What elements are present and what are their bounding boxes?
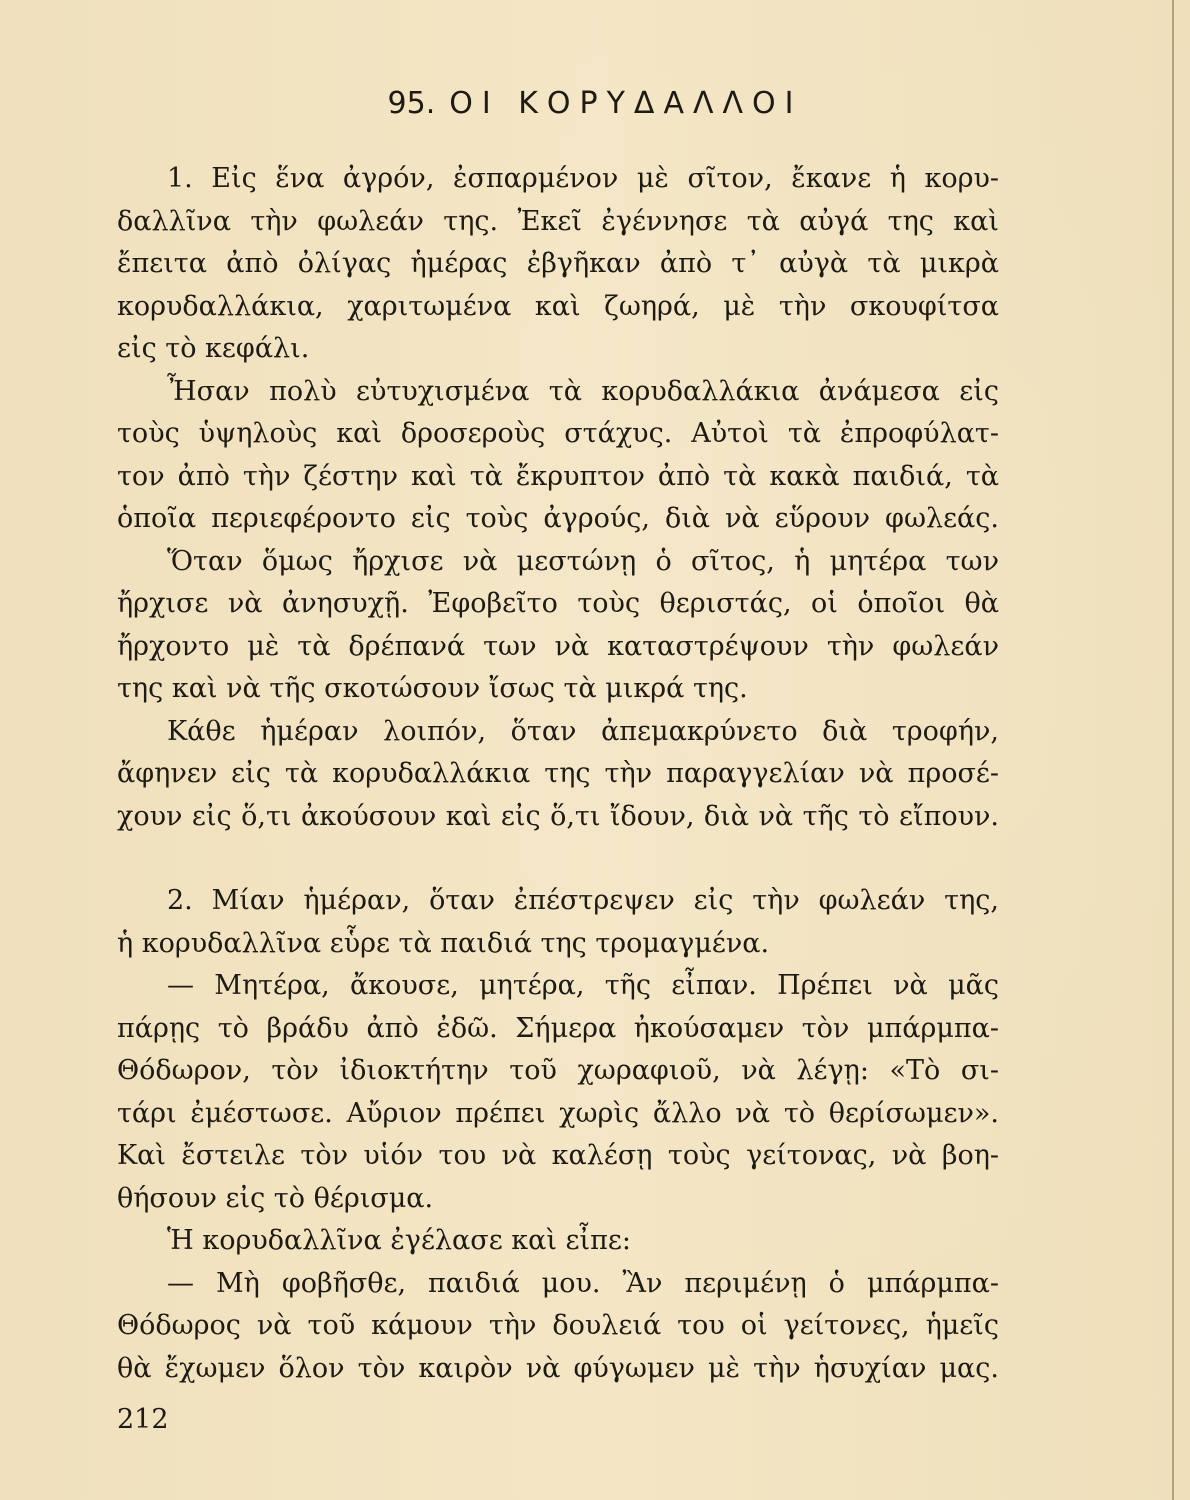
text-line: χουν εἰς ὅ,τι ἀκούσουν καὶ εἰς ὅ,τι ἴδουν, διὰ νὰ τῆς τὸ εἴπουν. <box>117 800 999 832</box>
text-line: εἰς τὸ κεφάλι. <box>117 333 310 364</box>
text-line: ἡ κορυδαλλῖνα εὗρε τὰ παιδιά της τρομαγμένα. <box>117 927 770 959</box>
text-line: Θόδωρος νὰ τοῦ κάμουν τὴν δουλειά του οἱ γείτονες, ἡμεῖς <box>117 1310 999 1341</box>
text-line: τοὺς ὑψηλοὺς καὶ δροσεροὺς στάχυς. Αὐτοὶ τὰ ἐπροφύλατ- <box>117 418 999 449</box>
text-line: θὰ ἔχωμεν ὅλον τὸν καιρὸν νὰ φύγωμεν μὲ τὴν ἡσυχίαν μας. <box>117 1352 999 1384</box>
text-line: θήσουν εἰς τὸ θέρισμα. <box>117 1182 434 1214</box>
text-line: Κάθε ἡμέραν λοιπόν, ὅταν ἀπεμακρύνετο διὰ τροφήν, <box>167 715 999 747</box>
text-line: 2. Μίαν ἡμέραν, ὅταν ἐπέστρεψεν εἰς τὴν φωλεάν της, <box>167 885 999 916</box>
text-line: ὁποῖα περιεφέροντο εἰς τοὺς ἀγρούς, διὰ νὰ εὕρουν φωλεάς. <box>117 503 999 534</box>
text-line: τάρι ἐμέστωσε. Αὔριον πρέπει χωρὶς ἄλλο νὰ τὸ θερίσωμεν». <box>117 1097 999 1129</box>
text-line: ἔπειτα ἀπὸ ὀλίγας ἡμέρας ἐβγῆκαν ἀπὸ τ᾽ αὐγὰ τὰ μικρὰ <box>117 248 999 279</box>
text-line: ἄφηνεν εἰς τὰ κορυδαλλάκια της τὴν παραγγελίαν νὰ προσέ- <box>117 758 999 789</box>
text-line: — Μὴ φοβῆσθε, παιδιά μου. Ἂν περιμένῃ ὁ μπάρμπα- <box>167 1267 999 1299</box>
section-gap <box>117 838 999 880</box>
chapter-title-text: ΟΙ ΚΟΡΥΔΑΛΛΟΙ <box>449 86 803 121</box>
text-line: Ὅταν ὅμως ἤρχισε νὰ μεστώνῃ ὁ σῖτος, ἡ μητέρα των <box>167 545 999 577</box>
text-line: πάρῃς τὸ βράδυ ἀπὸ ἐδῶ. Σήμερα ἠκούσαμεν τὸν μπάρμπα- <box>117 1012 999 1044</box>
text-line: Καὶ ἔστειλε τὸν υἱόν του νὰ καλέσῃ τοὺς γείτονας, νὰ βοη- <box>117 1140 999 1171</box>
page-edge-divider <box>1172 0 1174 1500</box>
page-number: 212 <box>117 1404 169 1435</box>
text-line: ἤρχοντο μὲ τὰ δρέπανά των νὰ καταστρέψουν τὴν φωλεάν <box>117 630 999 662</box>
text-line: κορυδαλλάκια, χαριτωμένα καὶ ζωηρά, μὲ τὴν σκουφίτσα <box>117 290 999 322</box>
text-line: τον ἀπὸ τὴν ζέστην καὶ τὰ ἔκρυπτον ἀπὸ τὰ κακὰ παιδιά, τὰ <box>117 460 999 492</box>
text-line: δαλλῖνα τὴν φωλεάν της. Ἐκεῖ ἐγέννησε τὰ αὐγά της καὶ <box>117 205 999 237</box>
text-line: Ἡ κορυδαλλῖνα ἐγέλασε καὶ εἶπε: <box>167 1225 631 1256</box>
text-line: ἤρχισε νὰ ἀνησυχῇ. Ἐφοβεῖτο τοὺς θεριστάς, οἱ ὁποῖοι θὰ <box>117 588 999 619</box>
text-line: — Μητέρα, ἄκουσε, μητέρα, τῆς εἶπαν. Πρέπει νὰ μᾶς <box>167 970 999 1001</box>
text-line: Ἦσαν πολὺ εὐτυχισμένα τὰ κορυδαλλάκια ἀνάμεσα εἰς <box>167 375 999 407</box>
text-line: Θόδωρον, τὸν ἰδιοκτήτην τοῦ χωραφιοῦ, νὰ λέγῃ: «Τὸ σι- <box>117 1055 999 1086</box>
chapter-number: 95. <box>387 86 436 121</box>
chapter-title <box>0 84 1190 124</box>
text-line: της καὶ νὰ τῆς σκοτώσουν ἴσως τὰ μικρά της. <box>117 673 748 704</box>
text-line: 1. Εἰς ἕνα ἀγρόν, ἐσπαρμένον μὲ σῖτον, ἔκανε ἡ κορυ- <box>167 163 999 194</box>
body-text <box>117 158 999 1390</box>
